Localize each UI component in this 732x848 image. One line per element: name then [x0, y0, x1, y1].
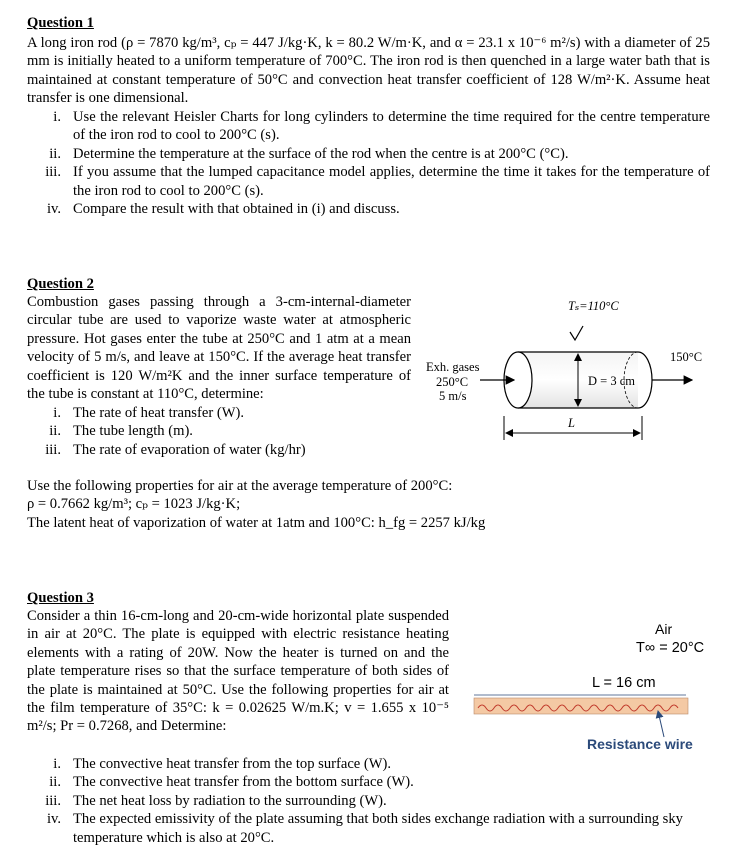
exh-label-3: 5 m/s	[439, 389, 467, 403]
wire-label: Resistance wire	[587, 736, 693, 752]
q2-intro: Combustion gases passing through a 3-cm-internal-diameter circular tube are used to vaporize waste water at atmospheric pressure. Hot gases enter the tube at 250°C and 1 atm at a mean velocity of 5 m/s, and leave at 150°C. If the average heat transfer coefficient is 120 W/m²K and the inner surface temperature of the tube is constant at 110°C, determine:	[27, 294, 411, 403]
q2-title: Question 2	[27, 276, 94, 292]
q2-props-line1: Use the following properties for air at the average temperature of 200°C:	[27, 478, 453, 494]
q2-props-line3: The latent heat of vaporization of water at 1atm and 100°C: h_fg = 2257 kJ/kg	[27, 515, 486, 531]
diameter-label: D = 3 cm	[588, 374, 635, 388]
exh-label-2: 250°C	[436, 375, 469, 389]
q1-item-1: i. Use the relevant Heisler Charts for long cylinders to determine the time required for the centre temperature of the iron rod to cool to 200°C (s).	[53, 109, 710, 144]
q3-item-4: iv. The expected emissivity of the plate assuming that both sides exchange radiation with a surrounding sky temperature which is also at 20°C.	[46, 811, 683, 846]
ts-pointer	[570, 326, 583, 340]
q3-intro: Consider a thin 16-cm-long and 20-cm-wide horizontal plate suspended in air at 20°C. The plate is equipped with electric resistance heating elements with a rating of 20W. Now the heater is turned on and the plate temperature rises so that the surface temperature of both sides of the plate is maintained at 50°C. Use the following properties for air at the film temperature of 35°C: k = 0.02625 W/m.K; v = 1.655 x 10⁻⁵ m²/s; Pr = 0.7268, and Determine:	[27, 608, 449, 735]
q3-item-3: iii. The net heat loss by radiation to the surrounding (W).	[45, 792, 387, 809]
q3-item-2: ii. The convective heat transfer from the bottom surface (W).	[49, 774, 414, 791]
q3-list	[27, 755, 710, 847]
q2-props-line2: ρ = 0.7662 kg/m³; cₚ = 1023 J/kg·K;	[27, 496, 241, 512]
length-label: L	[568, 416, 575, 430]
air-label: Air	[655, 621, 673, 637]
q3-plate-figure	[460, 615, 725, 755]
exh-label-1: Exh. gases	[426, 360, 480, 374]
q1-item-4: iv. Compare the result with that obtained in (i) and discuss.	[46, 201, 400, 218]
q1-list	[27, 108, 710, 218]
ts-label: Tₛ=110°C	[568, 299, 619, 313]
q3-title: Question 3	[27, 590, 94, 606]
q2-tube-figure	[420, 290, 720, 440]
outlet-temp-label: 150°C	[670, 350, 703, 364]
q2-item-3: iii. The rate of evaporation of water (kg/hr)	[45, 441, 306, 458]
q2-item-1: i. The rate of heat transfer (W).	[53, 405, 244, 421]
q1-title: Question 1	[27, 15, 94, 31]
q1-item-2: ii. Determine the temperature at the surface of the rod when the centre is at 200°C (°C).	[49, 145, 569, 162]
q1-intro: A long iron rod (ρ = 7870 kg/m³, cₚ = 447 J/kg·K, k = 80.2 W/m·K, and α = 23.1 x 10⁻⁶ m²/s) with a diameter of 25 mm is initially heated to a uniform temperature of 700°C. The iron rod is then quenched in a large water bath that is maintained at constant temperature of 50°C and convection heat transfer coefficient of 128 W/m²·K. Assume heat transfer is one dimensional.	[27, 35, 710, 107]
q3-item-1: i. The convective heat transfer from the top surface (W).	[53, 756, 392, 772]
q2-list	[27, 404, 411, 459]
wire-pointer	[658, 711, 664, 737]
plate-length-label: L = 16 cm	[592, 675, 656, 691]
tinf-label: T∞ = 20°C	[636, 640, 705, 656]
q2-item-2: ii. The tube length (m).	[49, 423, 193, 440]
q1-item-3: iii. If you assume that the lumped capacitance model applies, determine the time it takes for the temperature of the iron rod to cool to 200°C (s).	[45, 164, 710, 199]
